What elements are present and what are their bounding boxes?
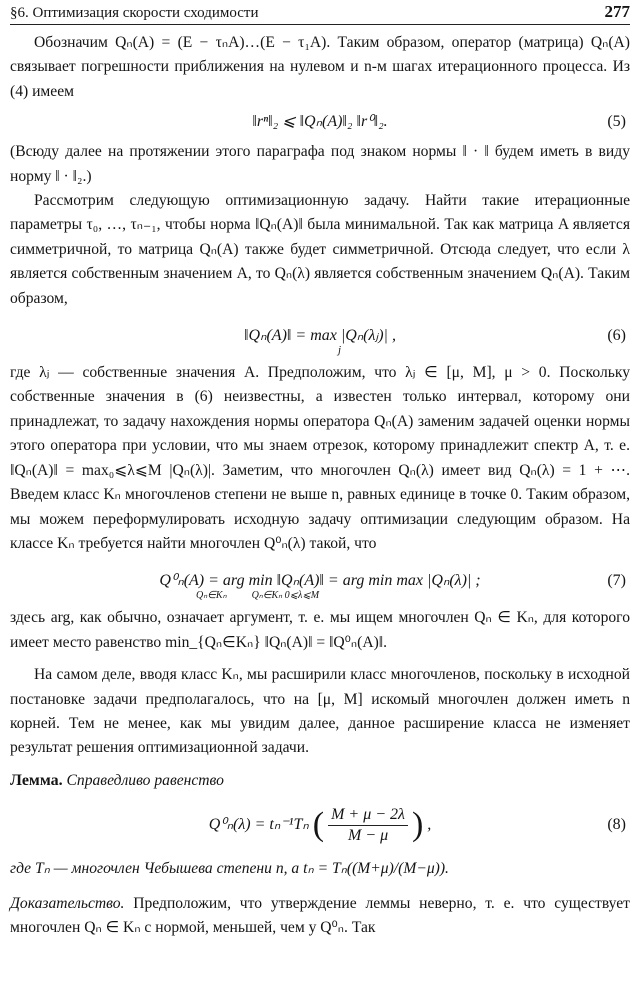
page-number: 277 bbox=[604, 2, 630, 21]
paragraph-5: здесь arg, как обычно, означает аргумент, т. е. мы ищем многочлен Qₙ ∈ Kₙ, для которого имеет место равенство min_{Qₙ∈Kₙ} ‖Qₙ(A)‖ = ‖Q⁰ₙ(A)‖. bbox=[10, 609, 630, 651]
equation-7 bbox=[10, 560, 630, 602]
running-header bbox=[10, 2, 630, 25]
equation-6-subscript: j bbox=[338, 344, 342, 357]
equation-8-body bbox=[209, 797, 432, 853]
paragraph-6: На самом деле, вводя класс Kₙ, мы расширили класс многочленов, поскольку в исходной постановке задачи предполагалось, что на [μ, M] искомый многочлен должен иметь n корней. Тем не менее, как мы увидим далее, данное расширение класса не изменяет результат решения оптимизационной задачи. bbox=[10, 666, 630, 757]
lemma-after: где Tₙ — многочлен Чебышева степени n, а tₙ = Tₙ((M+μ)/(M−μ)). bbox=[10, 860, 449, 878]
right-paren: ) bbox=[411, 806, 424, 844]
fraction-denominator: M − μ bbox=[347, 826, 389, 844]
equation-7-body: Q⁰ₙ(A) = arg min ‖Qₙ(A)‖ = arg min max |Qₙ(λ)| ; bbox=[159, 572, 481, 590]
equation-5-number: (5) bbox=[607, 113, 626, 131]
equation-8-left: Q⁰ₙ(λ) = tₙ⁻¹Tₙ bbox=[208, 816, 309, 834]
equation-6 bbox=[10, 315, 630, 357]
equation-7-number: (7) bbox=[607, 572, 626, 590]
equation-8-tail: , bbox=[427, 816, 432, 834]
section-title: §6. Оптимизация скорости сходимости bbox=[10, 5, 259, 21]
lemma-statement: Справедливо равенство bbox=[66, 771, 224, 789]
proof-paragraph bbox=[10, 892, 630, 941]
equation-8 bbox=[10, 797, 630, 853]
fraction-numerator: M + μ − 2λ bbox=[328, 805, 408, 826]
left-paren: ( bbox=[312, 806, 325, 844]
equation-7-subscript: Qₙ∈Kₙ Qₙ∈Kₙ 0⩽λ⩽M bbox=[196, 590, 320, 602]
paragraph-3: Рассмотрим следующую оптимизационную задачу. Найти такие итерационные параметры τ₀, …, τₙ₋₁, чтобы норма ‖Qₙ(A)‖ была минимальной. Так как матрица A является симметричной, то матрица Qₙ(A) также будет симметричной. Отсюда следует, что если λ является собственным значением A, то Qₙ(λ) является собственным значением Qₙ(A). Таким образом, bbox=[10, 192, 630, 307]
proof-text: Предположим, что утверждение леммы неверно, т. е. что существует многочлен Qₙ ∈ Kₙ с нормой, меньшей, чем у Q⁰ₙ. Так bbox=[10, 894, 630, 936]
paragraph-2: (Всюду далее на протяжении этого параграфа под знаком нормы ‖ · ‖ будем иметь в виду норму ‖ · ‖₂.) bbox=[10, 143, 630, 185]
proof-title: Доказательство. bbox=[10, 894, 125, 912]
equation-6-number: (6) bbox=[607, 327, 626, 345]
lemma-title: Лемма. bbox=[10, 771, 63, 789]
paragraph-4: где λⱼ — собственные значения A. Предположим, что λⱼ ∈ [μ, M], μ > 0. Поскольку собственные значения в (6) неизвестны, а известен только интервал, которому они принадлежат, то задачу нахождения нормы оператора Qₙ(A) заменим задачей оценки нормы этого оператора при условии, что мы знаем отрезок, которому принадлежит спектр A, т. е. ‖Qₙ(A)‖ = max₀⩽λ⩽M |Qₙ(λ)|. Заметим, что многочлен Qₙ(λ) имеет вид Qₙ(λ) = 1 + ⋯. Введем класс Kₙ многочленов степени не выше n, равных единице в точке 0. Таким образом, мы можем переформулировать исходную задачу оптимизации следующим образом. На классе Kₙ требуется найти многочлен Q⁰ₙ(λ) такой, что bbox=[10, 364, 630, 552]
equation-5-body: ‖rⁿ‖₂ ⩽ ‖Qₙ(A)‖₂ ‖r⁰‖₂. bbox=[252, 113, 388, 131]
equation-8-number: (8) bbox=[607, 816, 626, 834]
lemma-heading bbox=[10, 769, 630, 793]
paragraph-1: Обозначим Qₙ(A) = (E − τₙA)…(E − τ₁A). Таким образом, оператор (матрица) Qₙ(A) связывает погрешности приближения на нулевом и n-м шагах итерационного процесса. Из (4) имеем bbox=[10, 34, 630, 100]
text-body bbox=[10, 31, 630, 940]
fraction bbox=[328, 805, 408, 846]
equation-6-body: ‖Qₙ(A)‖ = max |Qₙ(λⱼ)| , bbox=[244, 327, 396, 345]
equation-5 bbox=[10, 108, 630, 136]
